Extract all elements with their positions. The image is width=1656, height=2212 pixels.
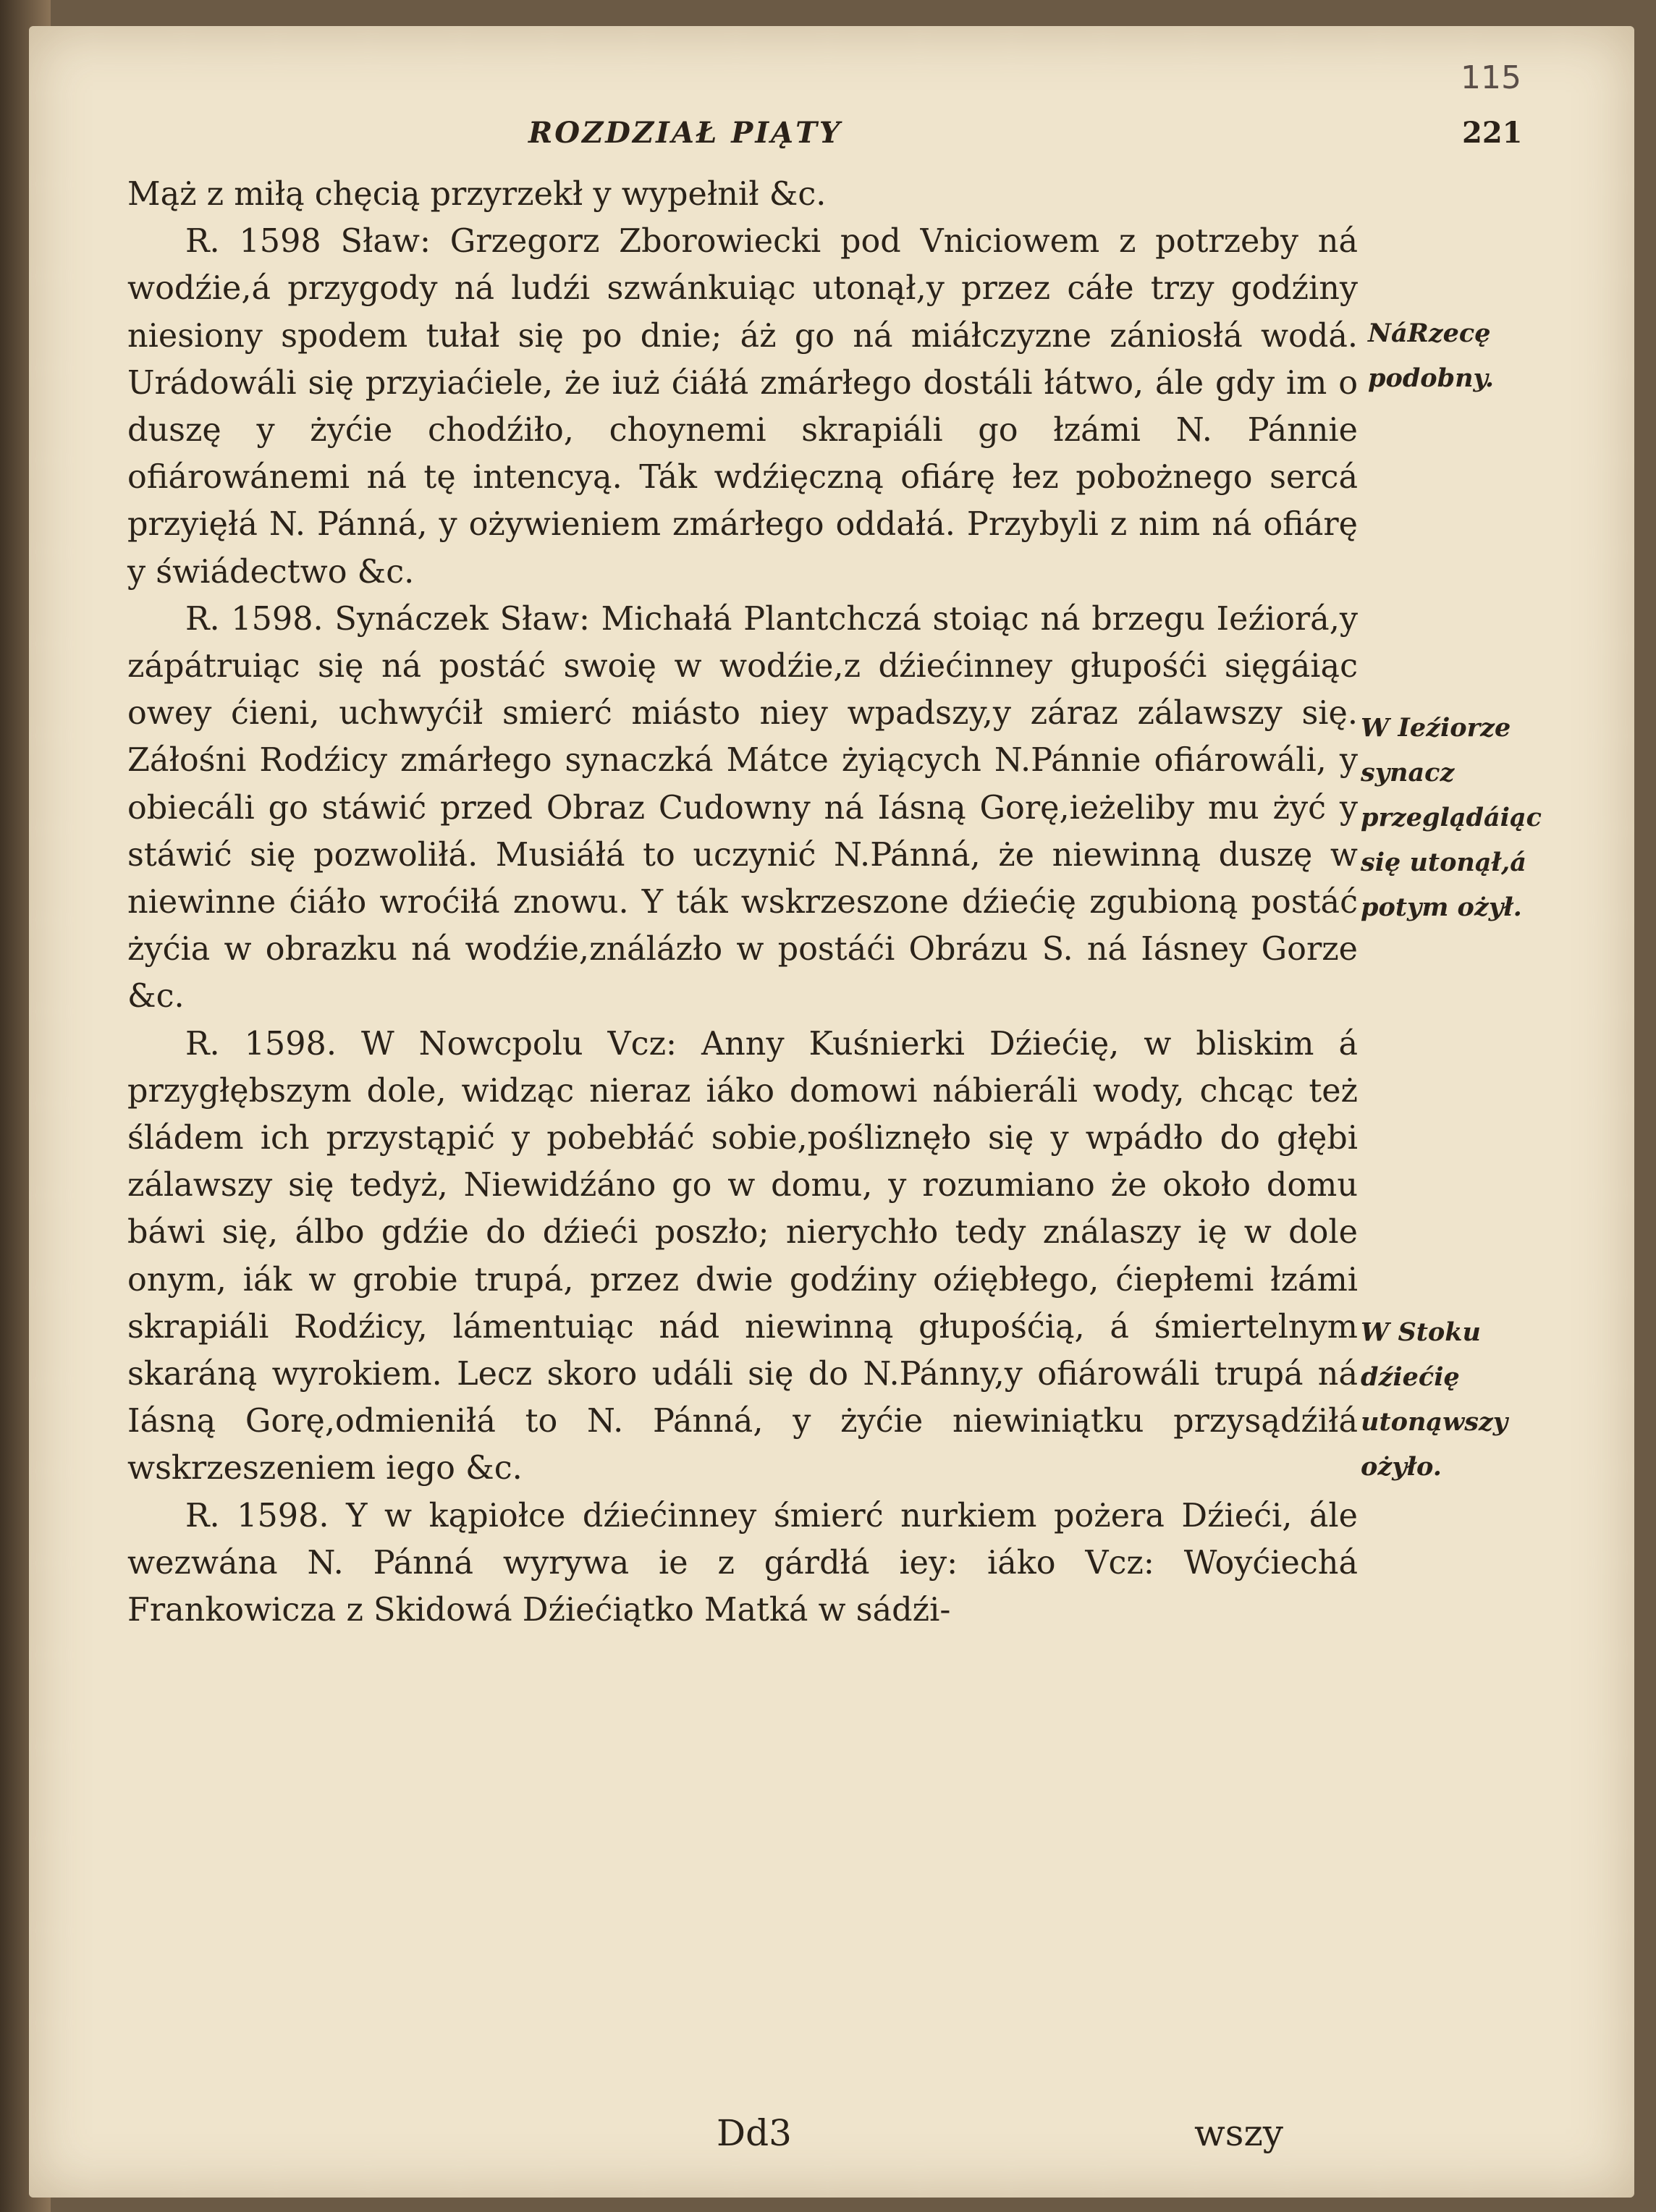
paragraph: R. 1598 Sław: Grzegorz Zborowiecki pod Vniciowem z potrzeby ná wodźie,á przygody ná ludźi szwánkuiąc utonął,y przez cáłe trzy godźiny niesiony spodem tułał się po dnie; áż go ná miáłczyzne zániosłá wodá. Urádowáli się przyiaćiele, że iuż ćiáłá zmárłego dostáli łátwo, ále gdy im o duszę y żyćie chodźiło, choynemi skrapiáli go łzámi N. Pánnie ofiárowánemi ná tę intencyą. Ták wdźięczną ofiárę łez pobożnego sercá przyięłá N. Pánná, y ożywieniem zmárłego oddałá. Przybyli z nim ná ofiárę y świádectwo &c. — [127, 223, 1358, 591]
margin-note: W Ieźiorze synacz przeglądáiąc się utonął,á potym ożył. — [1361, 713, 1542, 922]
margin-note: W Stoku dźiećię utonąwszy ożyło. — [1361, 1317, 1508, 1482]
paragraph: R. 1598. Synáczek Sław: Michałá Plantchczá stoiąc ná brzegu Ieźiorá,y zápátruiąc się ná postáć swoię w wodźie,z dźiećinney głupośći sięgáiąc owey ćieni, uchwyćił smierć miásto niey wpadszy,y záraz zálawszy się. Záłośni Rodźicy zmárłego synaczká Mátce żyiących N.Pánnie ofiárowáli, y obiecáli go stáwić przed Obraz Cudowny ná Iásną Gorę,ieżeliby mu żyć y stáwić się pozwoliłá. Musiáłá to uczynić N.Pánná, że niewinną duszę w niewinne ćiáło wroćiłá znowu. Y ták wskrzeszone dźiećię zgubioną postáć żyćia w obrazku ná wodźie,ználázło w postáći Obrázu S. ná Iásney Gorze &c. — [127, 600, 1358, 1016]
page-number: 221 — [1462, 116, 1523, 150]
signature-mark: Dd3 — [717, 2112, 792, 2154]
paragraph: R. 1598. W Nowcpolu Vcz: Anny Kuśnierki Dźiećię, w bliskim á przygłębszym dole, widząc nieraz iáko domowi nábieráli wody, chcąc też śládem ich przystąpić y pobebłáć sobie,pośliznęło się y wpádło do głębi zálawszy się tedyż, Niewidźáno go w domu, y rozumiano że około domu báwi się, álbo gdźie do dźieći poszło; nierychło tedy ználaszy ię w dole onym, iák w grobie trupá, przez dwie godźiny oźiębłego, ćiepłemi łzámi skrapiáli Rodźicy, lámentuiąc nád niewinną głupośćią, á śmiertelnym skaráną wyrokiem. Lecz skoro událi się do N.Pánny,y ofiárowáli trupá ná Iásną Gorę,odmieniłá to N. Pánná, y żyćie niewiniątku przysądźiłá wskrzeszeniem iego &c. — [127, 1025, 1358, 1487]
main-text — [127, 171, 1358, 1634]
catchword: wszy — [1194, 2112, 1284, 2154]
handwritten-folio-number: 115 — [1461, 59, 1521, 96]
running-header: ROZDZIAŁ PIĄTY — [528, 116, 842, 150]
paragraph: R. 1598. Y w kąpiołce dźiećinney śmierć nurkiem pożera Dźieći, ále wezwána N. Pánná wyrywa ie z gárdłá iey: iáko Vcz: Woyćiechá Frankowicza z Skidowá Dźiećiątko Matká w sádźi- — [127, 1497, 1358, 1629]
margin-note: NáRzecę podobny. — [1368, 318, 1495, 393]
paragraph: Mąż z miłą chęcią przyrzekł y wypełnił &c. — [127, 176, 827, 213]
